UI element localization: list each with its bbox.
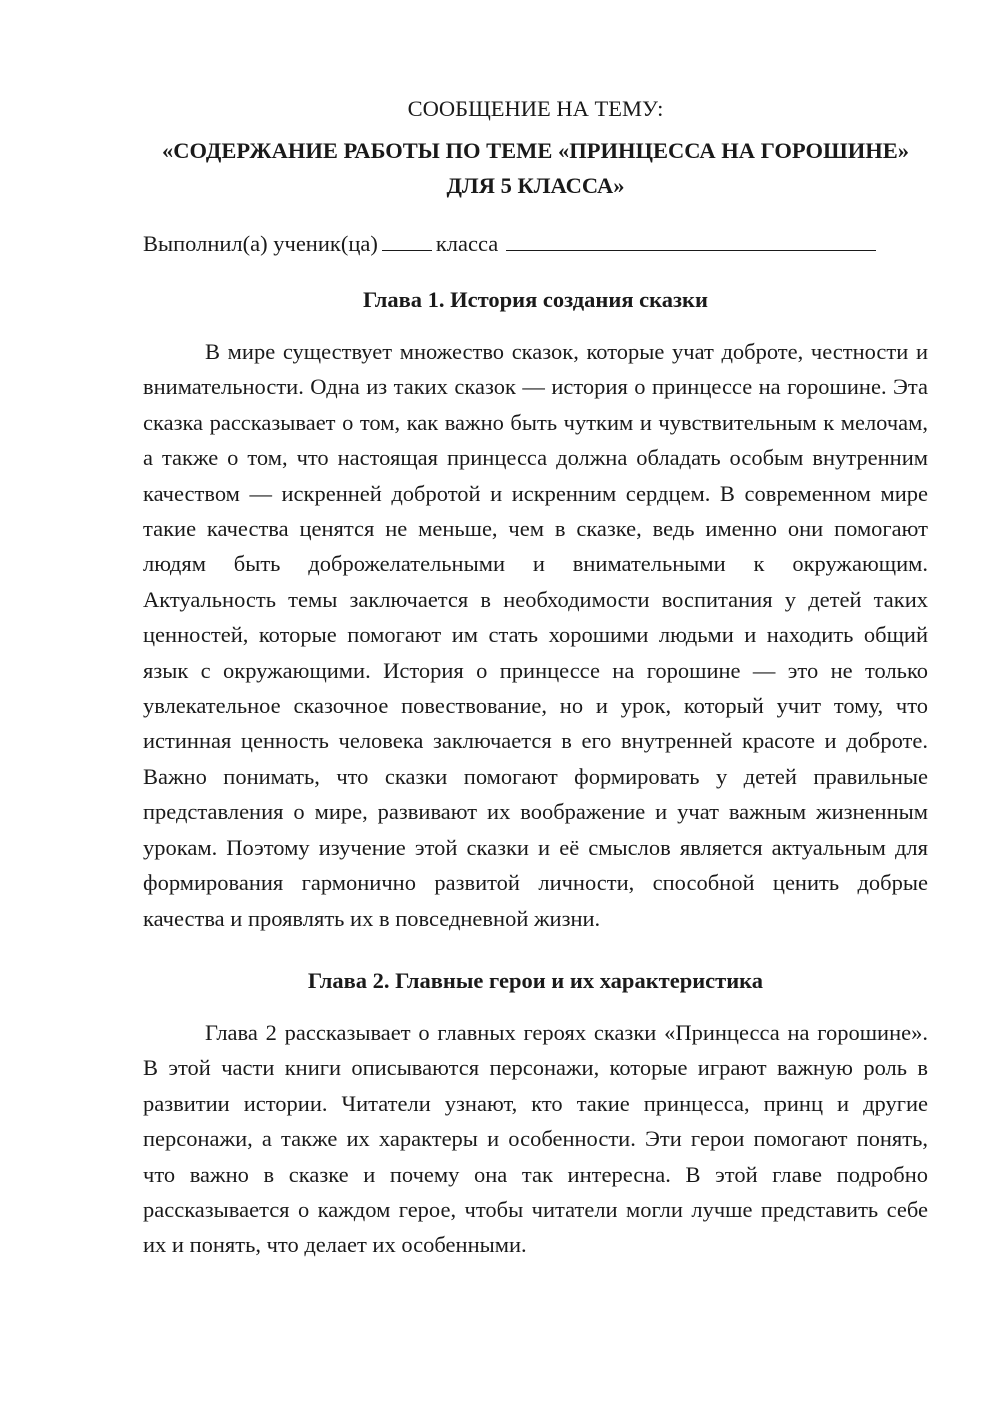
author-line (143, 227, 928, 261)
author-line-middle: класса (435, 231, 499, 256)
class-number-blank (382, 228, 432, 251)
student-name-blank (506, 228, 876, 251)
chapter-1-heading: Глава 1. История создания сказки (362, 287, 708, 312)
chapter-1-paragraph: В мире существует множество сказок, которые учат доброте, честности и внимательности. Одна из таких сказок — история о принцессе на горошине. Эта сказка рассказывает о том, как важно быть чутким и чувствительным к мелочам, а также о том, что настоящая принцесса должна обладать особым внутренним качеством — искренней добротой и искренним сердцем. В современном мире такие качества ценятся не меньше, чем в сказке, ведь именно они помогают людям быть доброжелательными и внимательными к окружающим. Актуальность темы заключается в необходимости воспитания у детей таких ценностей, которые помогают им стать хорошими людьми и находить общий язык с окружающими. История о принцессе на горошине — это не только увлекательное сказочное повествование, но и урок, который учит тому, что истинная ценность человека заключается в его внутренней красоте и доброте. Важно понимать, что сказки помогают формировать у детей правильные представления о мире, развивают их воображение и учат важным жизненным урокам. Поэтому изучение этой сказки и её смыслов является актуальным для формирования гармонично развитой личности, способной ценить добрые качества и проявлять их в повседневной жизни. (143, 339, 928, 931)
chapter-2-paragraph: Глава 2 рассказывает о главных героях сказки «Принцесса на горошине». В этой части книги описываются персонажи, которые играют важную роль в развитии истории. Читатели узнают, кто такие принцесса, принц и другие персонажи, а также их характеры и особенности. Эти герои помогают понять, что важно в сказке и почему она так интересна. В этой главе подробно рассказывается о каждом герое, чтобы читатели могли лучше представить себе их и понять, что делает их особенными. (143, 1019, 928, 1258)
chapter-2-heading: Глава 2. Главные герои и их характеристика (307, 967, 764, 993)
document-title (143, 133, 928, 203)
document-title-text: «СОДЕРЖАНИЕ РАБОТЫ ПО ТЕМЕ «ПРИНЦЕССА НА ГОРОШИНЕ» ДЛЯ 5 КЛАССА» (162, 138, 909, 198)
document-header: СООБЩЕНИЕ НА ТЕМУ: (407, 96, 664, 121)
document-page (143, 92, 928, 1263)
author-line-prefix: Выполнил(а) ученик(ца) (143, 231, 378, 256)
